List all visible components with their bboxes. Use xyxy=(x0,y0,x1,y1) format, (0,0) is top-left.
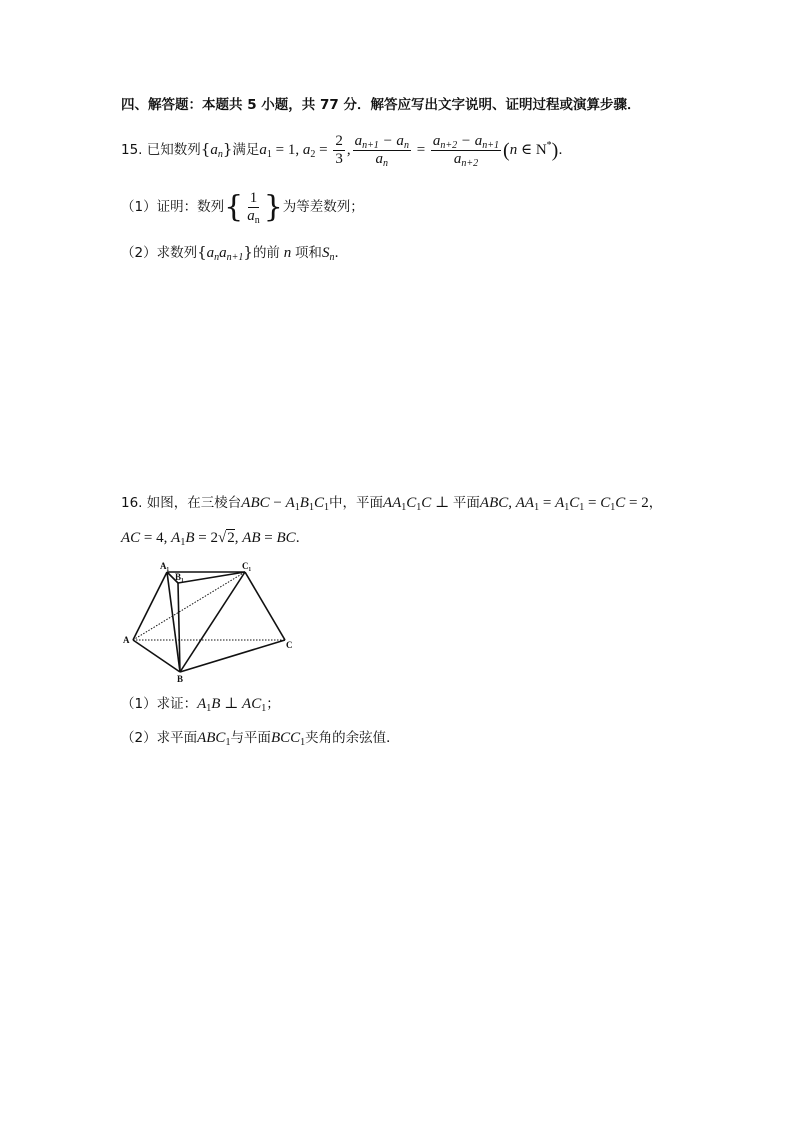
edge-bc1 xyxy=(180,572,245,672)
q15-part1-label: （1）证明：数列 xyxy=(121,198,225,215)
q15-conditions: $a_1 = 1$, $a_2$ = $\frac{2}{3}$ , $\frac{a_{n+1} - a_n}{a_n}$ = $\frac{a_{n+2} - a_{n+1}}{a_{n+2}}$ (n ∈ N*) xyxy=(259,133,559,169)
q16-part1-math: $A_1B$ ⊥ $AC_1$ xyxy=(197,696,267,714)
q15-end: ． xyxy=(558,141,572,158)
label-a1: A₁ xyxy=(160,561,170,571)
q15-sequence-an: $\{a_n\}$ xyxy=(200,139,233,160)
question-15-stem xyxy=(121,133,572,168)
question-16-part-1 xyxy=(121,694,280,714)
question-16-stem-line-2 xyxy=(121,528,309,548)
question-16-number: 16. xyxy=(121,495,143,511)
hidden-edges xyxy=(133,572,285,640)
q16-end: ． xyxy=(295,530,310,546)
q15-satisfies: 满足 xyxy=(232,141,260,158)
edge-bc xyxy=(180,640,285,672)
q16-mid: 中，平面 xyxy=(328,495,383,511)
q15-sequence-product: $\{a_na_{n+1}\}$ xyxy=(197,243,253,263)
q15-part2-tail-a: 的前 xyxy=(252,245,280,261)
q16-plane-abc1: $ABC_1$ xyxy=(197,730,231,748)
question-15-part-2 xyxy=(121,242,348,263)
q15-lead: 已知数列 xyxy=(146,141,201,158)
frustum-figure xyxy=(118,560,298,684)
question-16-stem-line-1: 16. 如图，在三棱台ABC − $A_1B_1C_1$中，平面$AA_1C_1C$ ⊥ 平面ABC, $AA_1 = A_1C_1 = C_1C = 2$， xyxy=(121,495,663,513)
label-a: A xyxy=(123,635,130,645)
q16-part2-tail: 夹角的余弦值． xyxy=(305,730,400,746)
section-heading: 四、解答题：本题共 5 小题，共 77 分．解答应写出文字说明、证明过程或演算步骤． xyxy=(121,97,641,113)
question-16-part-2 xyxy=(121,728,400,748)
q16-frustum: ABC − $A_1B_1C_1$ xyxy=(241,495,329,513)
label-c1: C₁ xyxy=(242,561,252,571)
label-b1: B₁ xyxy=(175,572,184,582)
q16-part2-mid: 与平面 xyxy=(230,730,271,746)
q16-perp-plane: 平面 xyxy=(452,495,480,511)
q15-sequence-reciprocal: { $\frac{1}{a_n}$ } xyxy=(224,189,283,226)
solid-edges xyxy=(133,572,285,672)
edge-ab xyxy=(133,640,180,672)
q16-part2-label: （2）求平面 xyxy=(121,730,198,746)
question-15-number: 15. xyxy=(121,141,143,158)
label-b: B xyxy=(177,674,184,684)
q15-part2-label: （2）求数列 xyxy=(121,245,198,261)
question-15-part-1 xyxy=(121,190,364,225)
q16-plane-aa1c1c: $AA_1C_1C$ ⊥ xyxy=(382,495,453,513)
q16-part1-label: （1）求证： xyxy=(121,696,198,712)
q16-plane-bcc1: $BCC_1$ xyxy=(270,730,306,748)
q15-n: n xyxy=(279,245,295,261)
q15-part2-end: ． xyxy=(334,245,348,261)
q15-part2-tail-b: 项和 xyxy=(294,245,322,261)
q15-sn: $S_n$ xyxy=(321,245,335,263)
q16-part1-end: ； xyxy=(266,696,280,712)
q16-conditions-2: AC = 4, $A_1B = 2√2$, AB = BC xyxy=(121,530,296,548)
edge-cc1 xyxy=(245,572,285,640)
q15-part1-tail: 为等差数列； xyxy=(282,198,364,215)
edge-aa1 xyxy=(133,572,167,640)
edge-b1c1 xyxy=(178,572,245,583)
label-c: C xyxy=(286,640,293,650)
q16-conditions-1: ABC, $AA_1 = A_1C_1 = C_1C = 2$ xyxy=(479,495,649,513)
q16-lead: 如图，在三棱台 xyxy=(146,495,242,511)
